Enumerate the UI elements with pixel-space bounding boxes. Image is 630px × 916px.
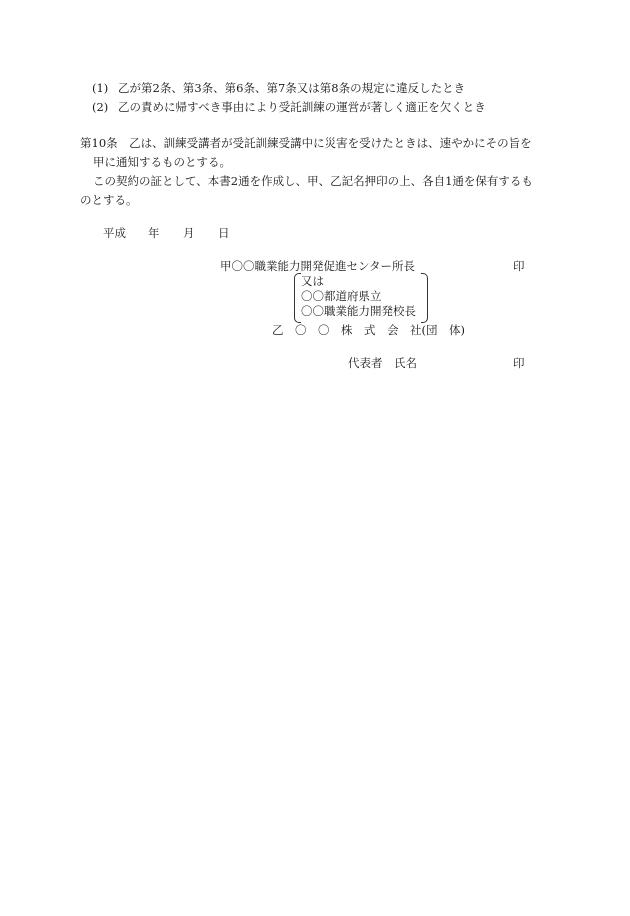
closing-line: のとする。 [80,193,138,207]
alternative-line: 〇〇職業能力開発校長 [301,304,416,318]
date-era: 平成 [103,226,126,240]
list-item-number: (2) [92,100,109,114]
article-10-line: 第10条 乙は、訓練受講者が受託訓練受講中に災害を受けたときは、速やかにその旨を [80,136,532,150]
bracket-left [294,273,301,323]
representative-seal: 印 [513,356,525,370]
representative-label: 代表者 氏名 [348,356,417,370]
party-b-label: 乙 〇 〇 株 式 会 社(団 体) [272,323,465,337]
closing-line: この契約の証として、本書2通を作成し、甲、乙記名押印の上、各自1通を保有するも [93,174,533,188]
date-year: 年 [148,226,160,240]
alternative-line: 又は [301,274,324,288]
date-month: 月 [183,226,195,240]
bracket-right [421,273,428,323]
party-a-label: 甲〇〇職業能力開発促進センター所長 [220,259,416,273]
party-a-seal: 印 [513,259,525,273]
alternative-line: 〇〇都道府県立 [301,289,382,303]
article-10-line: 甲に通知するものとする。 [93,155,231,169]
list-item-text: 乙の責めに帰すべき事由により受託訓練の運営が著しく適正を欠くとき [118,100,486,114]
date-day: 日 [218,226,230,240]
list-item-text: 乙が第2条、第3条、第6条、第7条又は第8条の規定に違反したとき [118,81,466,95]
list-item-number: (1) [92,81,109,95]
